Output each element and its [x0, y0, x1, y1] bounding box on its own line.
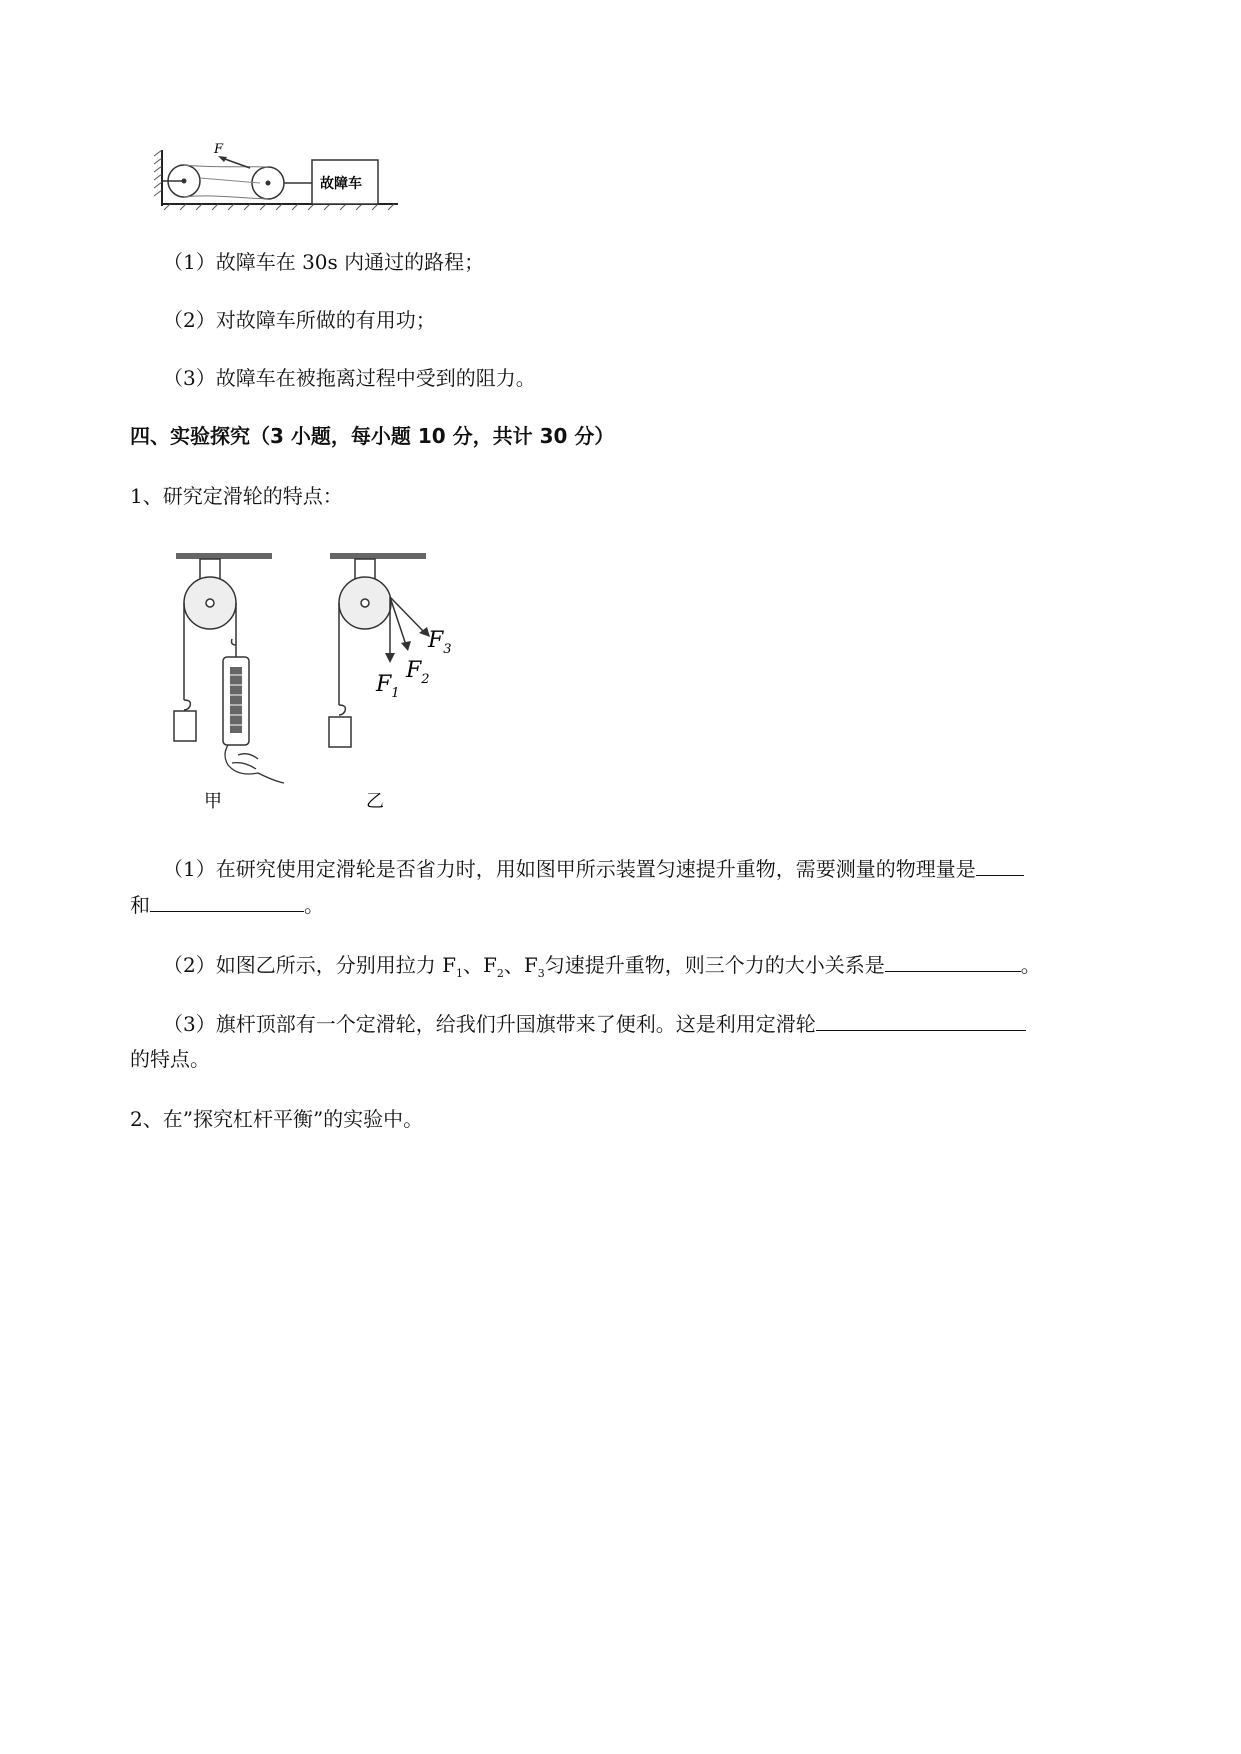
f2-label: $F_2$	[406, 658, 430, 687]
answer-blank[interactable]	[885, 949, 1021, 972]
q1-part1-text: （1）在研究使用定滑轮是否省力时，用如图甲所示装置匀速提升重物，需要测量的物理量是	[163, 857, 976, 881]
sub-3: 3	[537, 967, 545, 980]
answer-blank[interactable]	[816, 1008, 1026, 1031]
section-4-heading: 四、实验探究（3 小题，每小题 10 分，共计 30 分）	[130, 424, 615, 448]
label-yi: 乙	[366, 791, 384, 812]
q1-part2-text-a: （2）如图乙所示，分别用拉力 F	[163, 953, 456, 977]
f1-label: $F_1$	[376, 672, 400, 701]
q2-stem: 2、在”探究杠杆平衡”的实验中。	[130, 1107, 424, 1131]
sub-2: 2	[496, 967, 504, 980]
f3-label: $F_3$	[428, 628, 452, 657]
q1-part1-period: 。	[304, 893, 324, 917]
sub-1: 1	[455, 967, 463, 980]
q1-part1-line2	[130, 889, 324, 920]
q1-part2-text-c: 、F	[503, 953, 538, 977]
q1-part3-text: （3）旗杆顶部有一个定滑轮，给我们升国旗带来了便利。这是利用定滑轮	[163, 1012, 816, 1036]
q1-part1-and: 和	[130, 893, 150, 917]
q-prev-item-2: （2）对故障车所做的有用功；	[163, 308, 436, 332]
answer-blank[interactable]	[150, 889, 304, 912]
tow-truck-pulley-figure	[150, 138, 410, 218]
answer-blank[interactable]	[976, 853, 1024, 876]
q-prev-item-1: （1）故障车在 30s 内通过的路程；	[163, 250, 485, 274]
q-prev-item-3: （3）故障车在被拖离过程中受到的阻力。	[163, 366, 536, 390]
q1-stem: 1、研究定滑轮的特点：	[130, 484, 343, 508]
q1-part1-line1	[163, 853, 1024, 884]
label-jia: 甲	[204, 791, 222, 812]
q1-part2-period: 。	[1020, 953, 1041, 977]
q1-part2	[163, 949, 1041, 989]
fixed-pulley-figure	[168, 545, 468, 820]
q1-part2-text-d: 匀速提升重物，则三个力的大小关系是	[544, 953, 885, 977]
q1-part3-line1	[163, 1008, 1026, 1039]
broken-car-label: 故障车	[320, 176, 362, 192]
force-f-label: F	[214, 142, 224, 157]
q1-part3-line2: 的特点。	[130, 1047, 210, 1071]
q1-part2-text-b: 、F	[462, 953, 497, 977]
